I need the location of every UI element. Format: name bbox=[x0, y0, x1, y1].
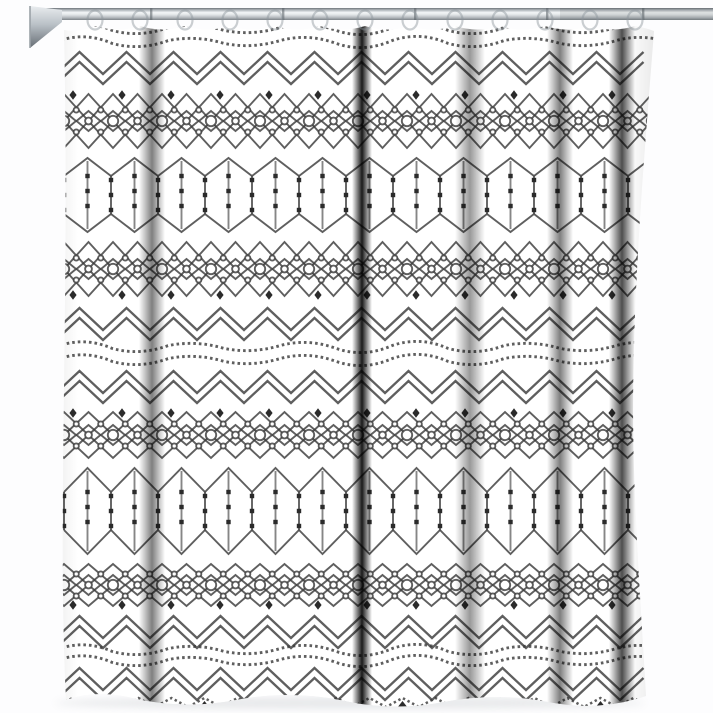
fold-crease bbox=[455, 20, 485, 713]
right-edge-shade bbox=[626, 20, 656, 710]
curtain-fabric bbox=[40, 20, 713, 713]
fold-crease bbox=[352, 20, 372, 713]
rod-joint bbox=[150, 8, 152, 20]
left-edge-shade bbox=[62, 20, 78, 710]
rod-end-cap bbox=[30, 6, 62, 48]
fold-shading bbox=[62, 20, 656, 713]
fold-crease bbox=[547, 20, 573, 713]
fold-crease bbox=[139, 20, 165, 713]
